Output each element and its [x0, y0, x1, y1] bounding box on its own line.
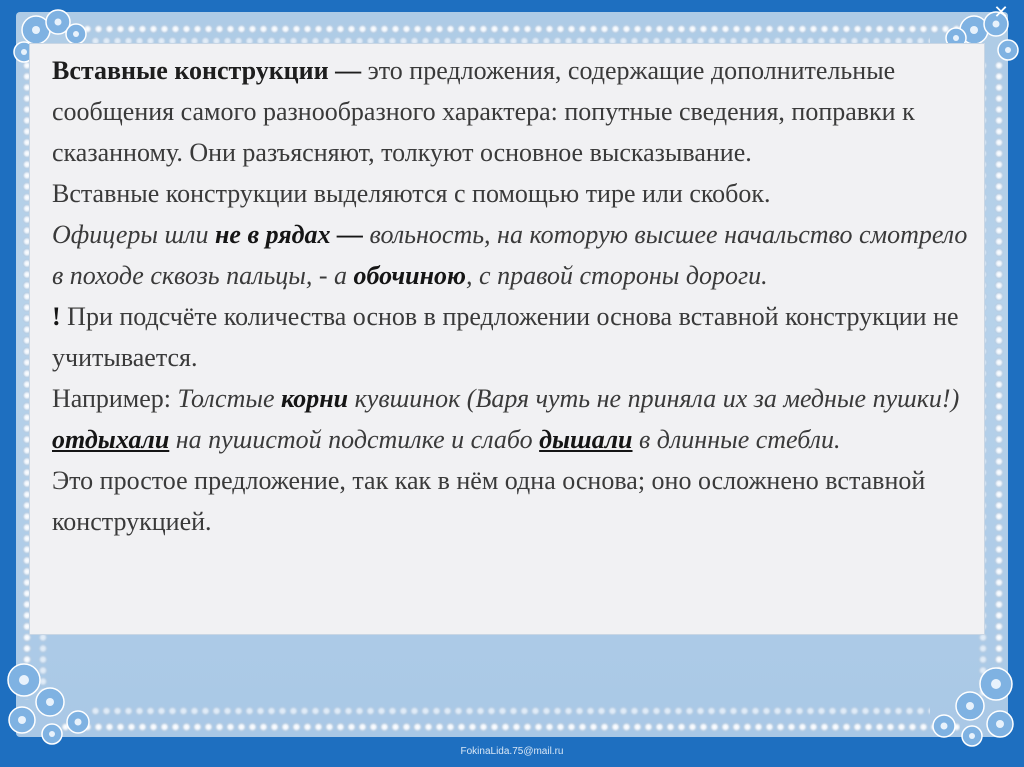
example2-bold-1: корни: [281, 384, 349, 413]
example1-bold-1: не в рядах —: [215, 220, 364, 249]
close-icon[interactable]: ✕: [993, 2, 1009, 23]
example2-text-1: Толстые: [177, 384, 282, 413]
definition-paragraph: [34, 50, 984, 173]
note-mark: !: [52, 302, 61, 331]
note-text: При подсчёте количества основ в предложении основа вставной конструкции не учитывается.: [52, 302, 959, 372]
example2-paragraph: [34, 378, 984, 460]
example2-text-3: на пушистой подстилке и слабо: [169, 425, 540, 454]
example1-paragraph: [34, 214, 984, 296]
conclusion-paragraph: Это простое предложение, так как в нём одна основа; оно осложнено вставной конструкцией.: [52, 466, 926, 536]
footer-email: FokinaLida.75@mail.ru: [460, 746, 564, 757]
example1-text-1: Офицеры шли: [52, 220, 215, 249]
example1-bold-2: обочиною: [353, 261, 467, 290]
example2-bold-2: отдыхали: [52, 425, 170, 454]
example2-lead: Например:: [52, 384, 178, 413]
rule-paragraph: Вставные конструкции выделяются с помощью тире или скобок.: [52, 179, 771, 208]
definition-text: это предложения, содержащие дополнительные сообщения самого разнообразного характера: попутные сведения, поправки к сказанному. Они разъясняют, толкуют основное высказывание.: [52, 56, 915, 167]
definition-term: Вставные конструкции —: [52, 56, 362, 85]
example2-text-2: кувшинок (Варя чуть не приняла их за медные пушки!): [348, 384, 960, 413]
example1-text-3: , с правой стороны дороги.: [466, 261, 768, 290]
example1-text-2: вольность, на которую высшее начальство смотрело в походе сквозь пальцы, - а: [52, 220, 968, 290]
note-paragraph: [34, 296, 984, 378]
slide-content: [34, 50, 984, 542]
example2-text-4: в длинные стебли.: [632, 425, 841, 454]
example2-bold-3: дышали: [539, 425, 633, 454]
flower-icon: [0, 640, 130, 750]
flower-icon: [900, 640, 1024, 750]
